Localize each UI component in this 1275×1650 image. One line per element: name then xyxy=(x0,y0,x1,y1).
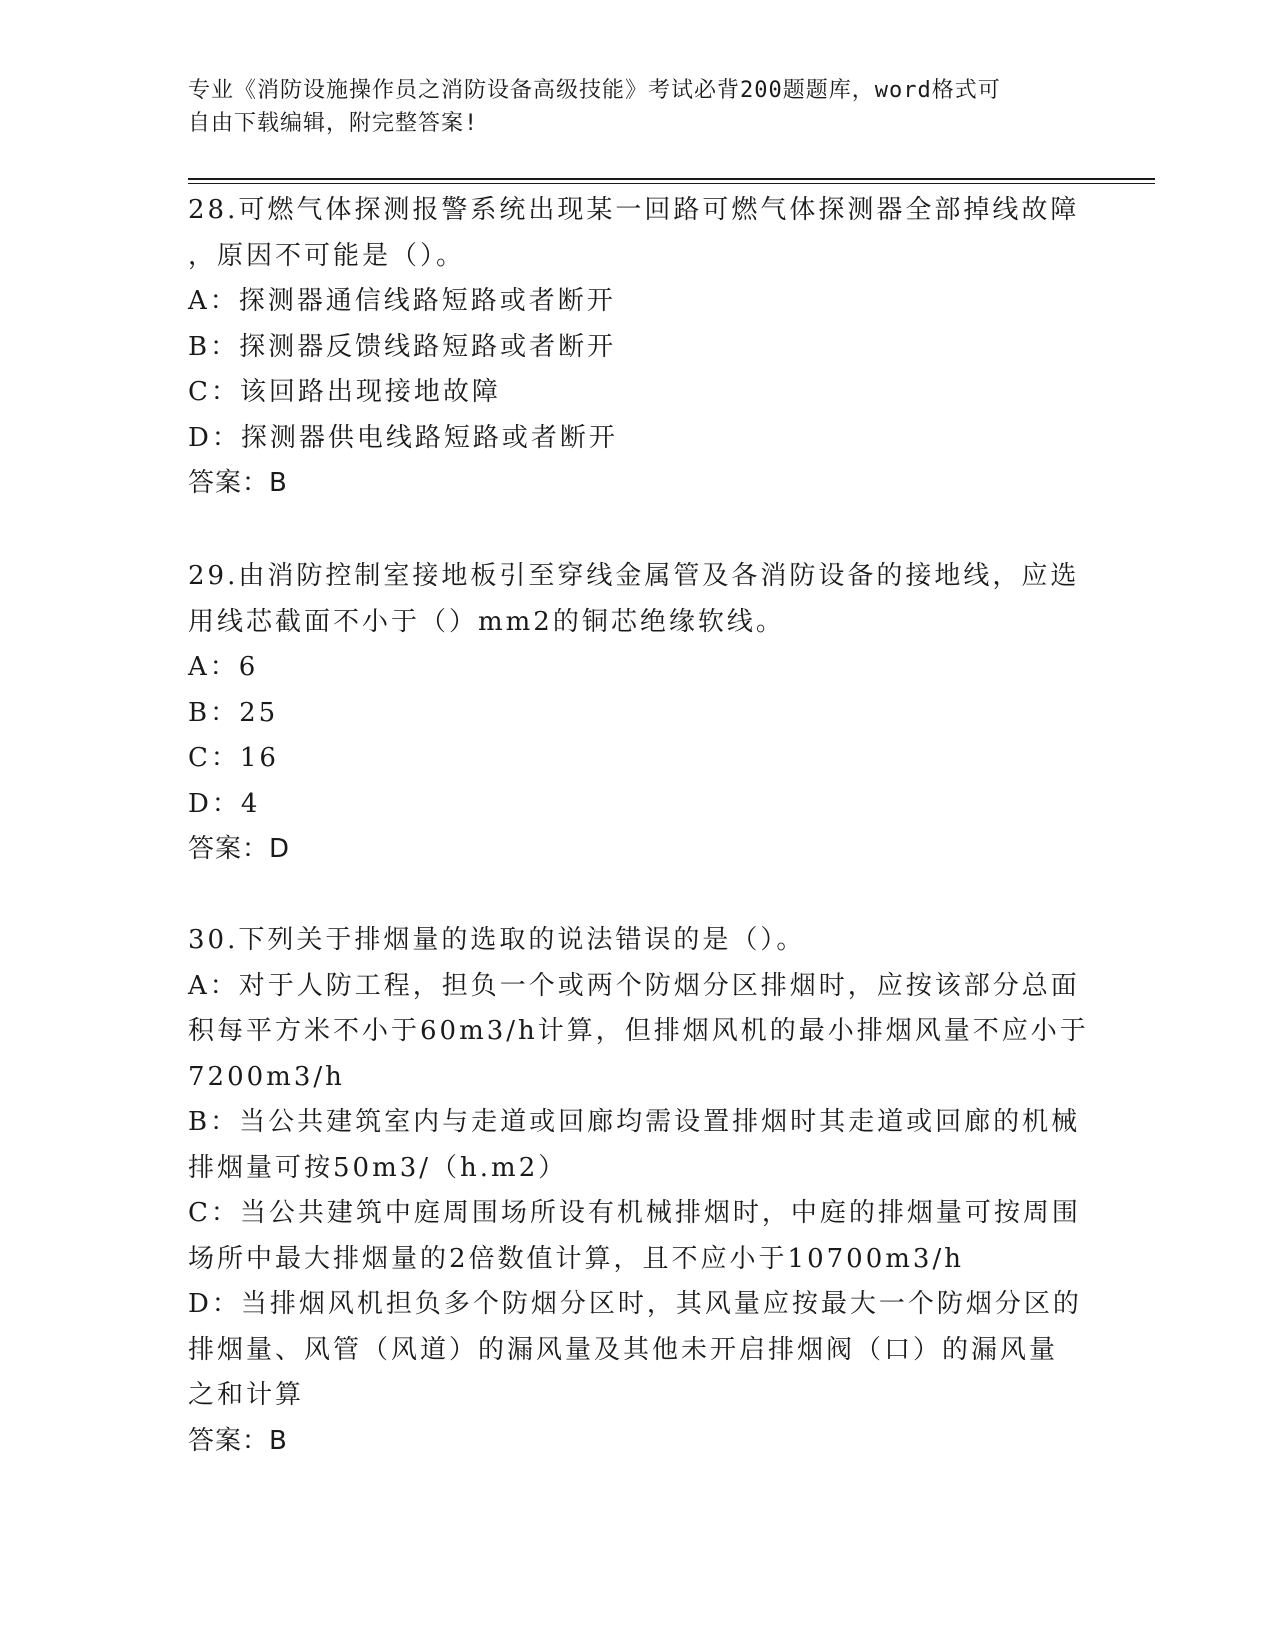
question-stem: 28.可燃气体探测报警系统出现某一回路可燃气体探测器全部掉线故障 xyxy=(188,195,1080,225)
option-b: B：探测器反馈线路短路或者断开 xyxy=(188,331,617,362)
option-d: D：当排烟风机担负多个防烟分区时，其风量应按最大一个防烟分区的 xyxy=(188,1289,1082,1319)
divider-thick-line xyxy=(188,178,1155,180)
header-line: 自由下载编辑，附完整答案! xyxy=(188,111,479,136)
option-a-continued: 积每平方米不小于60m3/h计算，但排烟风机的最小排烟风量不应小于 xyxy=(188,1016,1089,1046)
option-a: A：探测器通信线路短路或者断开 xyxy=(188,286,616,316)
header-divider xyxy=(188,178,1155,184)
question-stem: ，原因不可能是（）。 xyxy=(188,240,466,271)
question-29 xyxy=(188,554,1078,873)
question-stem: 用线芯截面不小于（）mm2的铜芯绝缘软线。 xyxy=(188,606,785,637)
option-d-continued: 之和计算 xyxy=(188,1380,305,1410)
option-c: C：该回路出现接地故障 xyxy=(188,377,501,407)
answer: 答案：D xyxy=(188,834,291,864)
option-b: B：当公共建筑室内与走道或回廊均需设置排烟时其走道或回廊的机械 xyxy=(188,1107,1081,1137)
header-line: 专业《消防设施操作员之消防设备高级技能》考试必背200题题库，word格式可 xyxy=(188,78,1001,103)
option-d-continued: 排烟量、风管（风道）的漏风量及其他未开启排烟阀（口）的漏风量 xyxy=(188,1334,1059,1365)
question-30 xyxy=(188,918,1089,1464)
option-c: C：16 xyxy=(188,743,279,773)
option-b-continued: 排烟量可按50m3/（h.m2） xyxy=(188,1152,568,1183)
question-stem: 30.下列关于排烟量的选取的说法错误的是（）。 xyxy=(188,925,806,955)
document-header xyxy=(188,74,1068,140)
option-a: A：6 xyxy=(188,652,259,682)
divider-thin-line xyxy=(188,183,1155,184)
option-b: B：25 xyxy=(188,697,279,728)
option-d: D：4 xyxy=(188,788,261,819)
option-a: A：对于人防工程，担负一个或两个防烟分区排烟时，应按该部分总面 xyxy=(188,970,1080,1001)
option-c: C：当公共建筑中庭周围场所设有机械排烟时，中庭的排烟量可按周围 xyxy=(188,1198,1081,1228)
question-28 xyxy=(188,188,1078,507)
option-c-continued: 场所中最大排烟量的2倍数值计算，且不应小于10700m3/h xyxy=(188,1243,964,1274)
option-d: D：探测器供电线路短路或者断开 xyxy=(188,422,618,453)
answer: 答案：B xyxy=(188,1425,288,1456)
question-stem: 29.由消防控制室接地板引至穿线金属管及各消防设备的接地线，应选 xyxy=(188,561,1080,591)
option-a-continued: 7200m3/h xyxy=(188,1061,345,1092)
answer: 答案：B xyxy=(188,468,288,498)
